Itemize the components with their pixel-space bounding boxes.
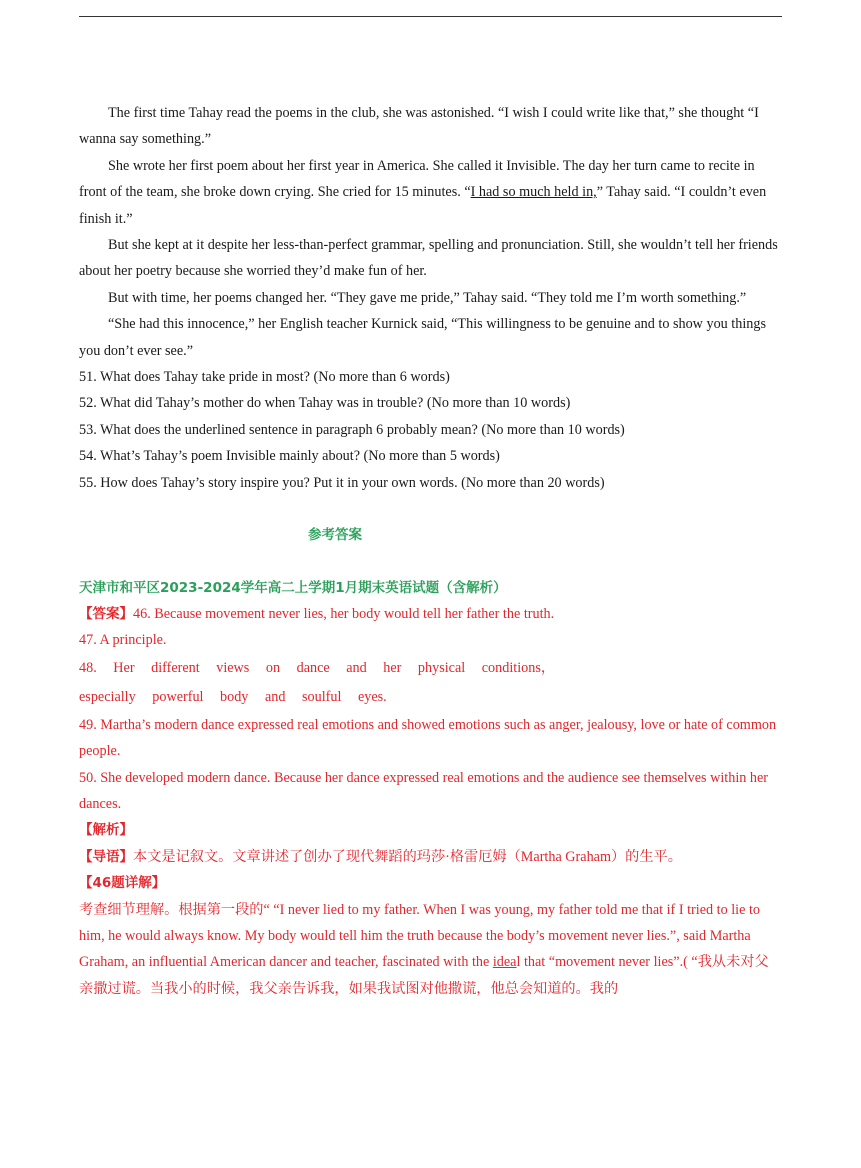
answer-label: 【答案】 xyxy=(79,605,133,622)
source-title: 天津市和平区2023-2024学年高二上学期1月期末英语试题（含解析） xyxy=(79,579,507,596)
question-53: 53. What does the underlined sentence in paragraph 6 probably mean? (No more than 10 words) xyxy=(79,421,625,438)
passage-paragraph: “She had this innocence,” her English teacher Kurnick said, “This willingness to be genuine and to show you things you don’t ever see.” xyxy=(79,316,766,359)
analysis-label: 【解析】 xyxy=(79,822,133,839)
passage-paragraph: The first time Tahay read the poems in the club, she was astonished. “I wish I could write like that,” she thought “I wanna say something.” xyxy=(79,105,759,148)
answer-50: 50. She developed modern dance. Because her dance expressed real emotions and the audience see themselves within her dances. xyxy=(79,769,769,812)
q46-label: 【46题详解】 xyxy=(79,875,166,892)
q46-explanation: 考查细节理解。根据第一段的“ “I never lied to my father. When I was young, my father told me that if I tried to lie to him, he would always know. My body would tell him the truth because the body’s movement never lies.”, said Martha Graham, an influential American dancer and teacher, fascinated with the ideal that “movement never lies”.( “我从未对父亲撒过谎。当我小的时候，我父亲告诉我，如果我试图对他撒谎，他总会知道的。我的 xyxy=(79,901,769,997)
answer-47: 47. A principle. xyxy=(79,632,167,649)
answer-49: 49. Martha’s modern dance expressed real emotions and showed emotions such as anger, jealousy, love or hate of common people. xyxy=(79,716,777,760)
passage-paragraph: But she kept at it despite her less-than-perfect grammar, spelling and pronunciation. Still, she wouldn’t tell her friends about her poetry because she worried they’d make fun of her. xyxy=(79,237,778,280)
answer-48-line2: especially powerful body and soulful eyes. xyxy=(79,688,387,705)
passage-paragraph: But with time, her poems changed her. “They gave me pride,” Tahay said. “They told me I’m worth something.” xyxy=(108,289,747,306)
underlined-sentence: I had so much held in, xyxy=(470,184,597,201)
answer-46: 【答案】46. Because movement never lies, her body would tell her father the truth. xyxy=(79,605,555,622)
question-51: 51. What does Tahay take pride in most? (No more than 6 words) xyxy=(79,369,450,386)
question-52: 52. What did Tahay’s mother do when Tahay was in trouble? (No more than 10 words) xyxy=(79,395,571,412)
guide-text: 【导语】本文是记叙文。文章讲述了创办了现代舞蹈的玛莎·格雷厄姆（Martha Graham）的生平。 xyxy=(79,848,682,865)
question-55: 55. How does Tahay’s story inspire you? Put it in your own words. (No more than 20 words) xyxy=(79,474,605,491)
answer-48-line1: 48. Her different views on dance and her physical conditions， xyxy=(79,659,556,676)
underlined-word: idea xyxy=(492,954,517,971)
header-rule xyxy=(79,16,782,17)
question-54: 54. What’s Tahay’s poem Invisible mainly about? (No more than 5 words) xyxy=(79,448,500,465)
passage-paragraph: She wrote her first poem about her first year in America. She called it Invisible. The day her turn came to recite in front of the team, she broke down crying. She cried for 15 minutes. “I had so much held in,” Tahay said. “I couldn’t even finish it.” xyxy=(79,157,767,227)
page-content xyxy=(79,100,782,1002)
answer-key-title: 参考答案 xyxy=(308,527,362,544)
